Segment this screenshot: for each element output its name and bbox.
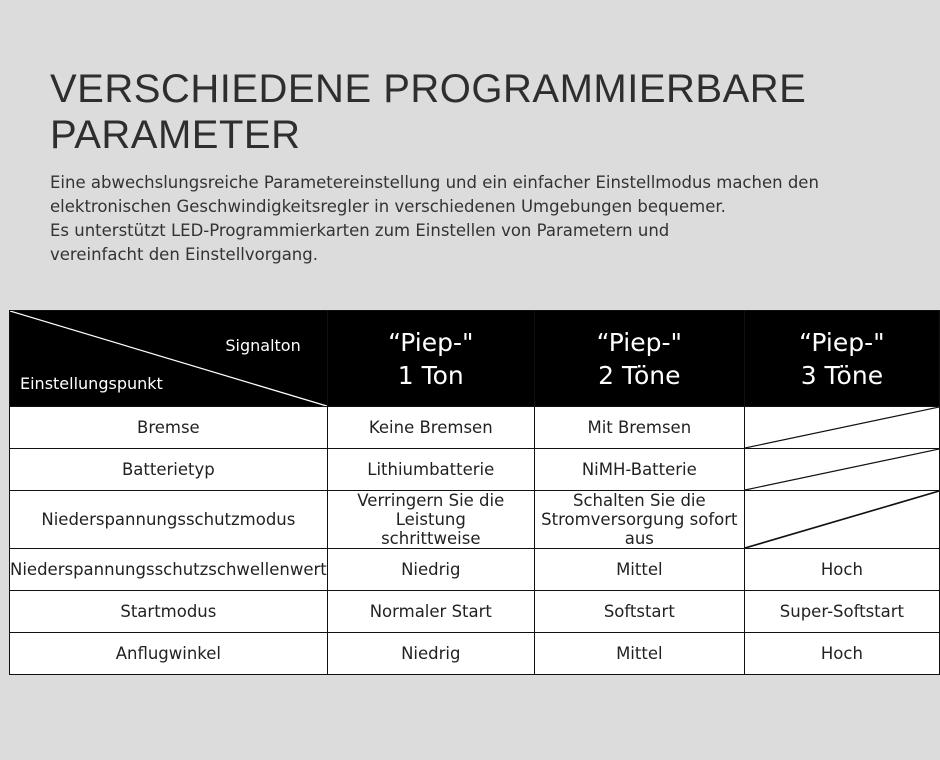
column-header-2-toene: [534, 311, 744, 407]
column-header-3-toene: [744, 311, 939, 407]
table-cell: Hoch: [744, 549, 939, 591]
empty-cell-diagonal: [745, 449, 939, 490]
cell-line-2: Stromversorgung sofort aus: [541, 510, 738, 548]
row-label-startmodus: Startmodus: [10, 591, 328, 633]
page-title: [50, 66, 910, 158]
column-header-line-2: 3 Töne: [800, 360, 884, 390]
description: [50, 171, 910, 267]
table-corner-cell: [10, 311, 328, 407]
table-row: [10, 549, 940, 591]
column-header-line-1: “Piep-": [388, 327, 474, 357]
description-line-1: Eine abwechslungsreiche Parametereinstellung und ein einfacher Einstellmodus machen den: [50, 173, 819, 192]
table-cell: NiMH-Batterie: [534, 449, 744, 491]
description-line-3: Es unterstützt LED-Programmierkarten zum Einstellen von Parametern und: [50, 221, 670, 240]
table-cell: Keine Bremsen: [327, 407, 534, 449]
table-row: [10, 591, 940, 633]
page-title-line-2: PARAMETER: [50, 113, 301, 157]
table-cell: Lithiumbatterie: [327, 449, 534, 491]
table-row: [10, 407, 940, 449]
column-header-line-2: 1 Ton: [397, 360, 464, 390]
table-cell: Mittel: [534, 633, 744, 675]
cell-line-1: Schalten Sie die: [572, 491, 706, 510]
row-label-batterietyp: Batterietyp: [10, 449, 328, 491]
row-label-bremse: Bremse: [10, 407, 328, 449]
table-cell: Softstart: [534, 591, 744, 633]
table-cell: [327, 491, 534, 549]
table-cell: Mit Bremsen: [534, 407, 744, 449]
row-label-anflugwinkel: Anflugwinkel: [10, 633, 328, 675]
description-line-4: vereinfacht den Einstellvorgang.: [50, 245, 318, 264]
table-header-row: [10, 311, 940, 407]
table-cell: Hoch: [744, 633, 939, 675]
table-cell: [534, 491, 744, 549]
parameter-table: [9, 310, 940, 675]
table-row: [10, 449, 940, 491]
empty-cell-diagonal: [745, 491, 939, 548]
column-header-line-1: “Piep-": [799, 327, 885, 357]
cell-line-1: Verringern Sie die Leistung: [357, 491, 505, 529]
row-label-niederspannungsschutzschwellenwert: Niederspannungsschutzschwellenwert: [10, 549, 328, 591]
corner-label-einstellungspunkt: Einstellungspunkt: [20, 374, 163, 393]
table-cell: Normaler Start: [327, 591, 534, 633]
column-header-1-ton: [327, 311, 534, 407]
table-cell: Niedrig: [327, 633, 534, 675]
table-cell: Niedrig: [327, 549, 534, 591]
table-row: [10, 491, 940, 549]
cell-line-2: schrittweise: [381, 529, 481, 548]
page-title-line-1: VERSCHIEDENE PROGRAMMIERBARE: [50, 67, 807, 111]
column-header-line-1: “Piep-": [596, 327, 683, 357]
table-cell: Mittel: [534, 549, 744, 591]
table-cell-empty: [744, 407, 939, 449]
description-line-2: elektronischen Geschwindigkeitsregler in verschiedenen Umgebungen bequemer.: [50, 197, 726, 216]
table-row: [10, 633, 940, 675]
table-cell-empty: [744, 449, 939, 491]
table-cell: Super-Softstart: [744, 591, 939, 633]
corner-label-signalton: Signalton: [225, 336, 301, 355]
table-cell-empty: [744, 491, 939, 549]
row-label-niederspannungsschutzmodus: Niederspannungsschutzmodus: [10, 491, 328, 549]
empty-cell-diagonal: [745, 407, 939, 448]
column-header-line-2: 2 Töne: [598, 360, 681, 390]
